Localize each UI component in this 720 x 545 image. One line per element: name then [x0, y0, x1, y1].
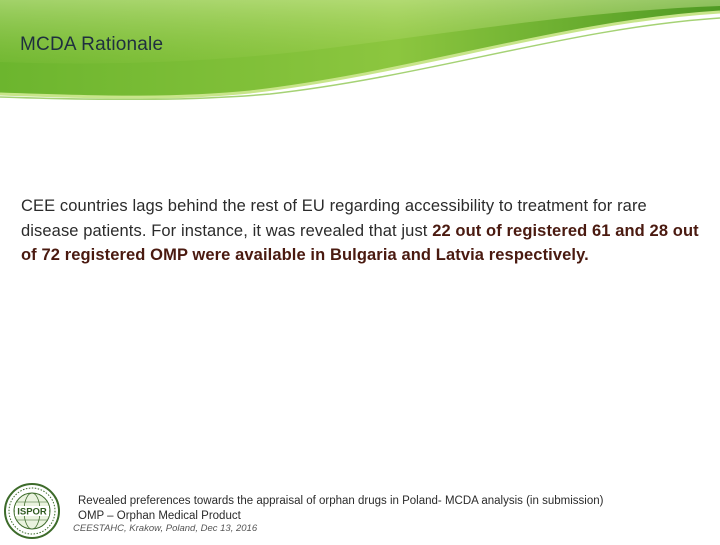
footer-notes — [78, 494, 708, 524]
slide-title: MCDA Rationale — [20, 34, 164, 55]
body-emphasis-text: 22 out of registered 61 and 28 out of 72 registered OMP were available in Bulgaria and Latvia respectively. — [21, 221, 699, 264]
svg-text:ISPOR: ISPOR — [17, 506, 47, 518]
footer-abbreviation: OMP – Orphan Medical Product — [78, 510, 241, 522]
body-paragraph — [21, 194, 706, 268]
ispor-logo-icon — [3, 482, 61, 540]
footer-reference: Revealed preferences towards the appraisal of orphan drugs in Poland- MCDA analysis (in submission) — [78, 495, 604, 507]
body-intro-text: CEE countries lags behind the rest of EU regarding accessibility to treatment for rare disease patients. For instance, it was revealed that just — [21, 197, 647, 240]
footer-conference: CEESTAHC, Krakow, Poland, Dec 13, 2016 — [73, 523, 258, 534]
